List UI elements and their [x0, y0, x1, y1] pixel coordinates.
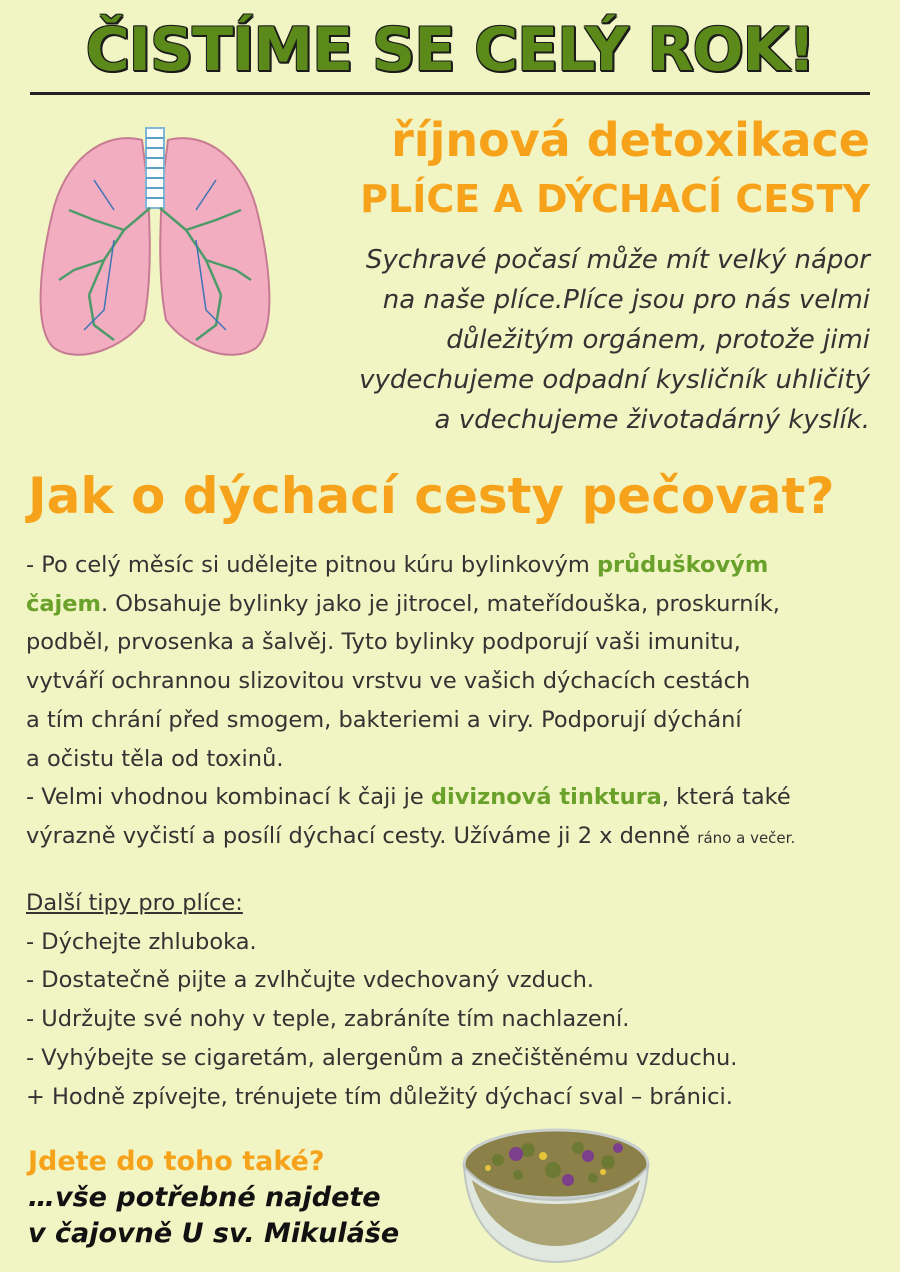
- text-line: a tím chrání před smogem, bakteriemi a viry. Podporují dýchání: [26, 706, 742, 733]
- section-heading: Jak o dýchací cesty pečovat?: [28, 467, 835, 525]
- dosage-note: ráno a večer.: [697, 828, 796, 847]
- text-line: podběl, prvosenka a šalvěj. Tyto bylinky podporují vaši imunitu,: [26, 629, 741, 656]
- highlight-tincture: diviznová tinktura: [430, 784, 662, 811]
- tip-item: - Dostatečně pijte a zvlhčujte vdechovaný vzduch.: [26, 967, 594, 994]
- month-subtitle: říjnová detoxikace: [391, 113, 870, 167]
- title-underline: [30, 92, 870, 95]
- text-line: [26, 546, 896, 585]
- intro-line: a vdechujeme životadárný kyslík.: [434, 405, 870, 435]
- intro-line: vydechujeme odpadní kysličník uhličitý: [359, 365, 870, 395]
- intro-line: Sychravé počasí může mít velký nápor: [365, 245, 870, 275]
- text-line: vytváří ochrannou slizovitou vrstvu ve vašich dýchacích cestách: [26, 668, 751, 695]
- tips-heading: Další tipy pro plíce:: [26, 890, 243, 916]
- page-title: ČISTÍME SE CELÝ ROK!: [85, 15, 815, 85]
- intro-line: důležitým orgánem, protože jimi: [446, 325, 870, 355]
- tip-item: - Vyhýbejte se cigaretám, alergenům a znečištěnému vzduchu.: [26, 1044, 738, 1071]
- text-run: výrazně vyčistí a posílí dýchací cesty. Užíváme ji 2 x denně: [26, 822, 698, 849]
- text-run: . Obsahuje bylinky jako je jitrocel, mateřídouška, proskurník,: [100, 590, 780, 617]
- text-line: [26, 817, 896, 858]
- tip-item: + Hodně zpívejte, trénujete tím důležitý dýchací sval – bránici.: [26, 1083, 733, 1110]
- cta-line: …vše potřebné najdete: [28, 1182, 381, 1213]
- text-line: [26, 778, 896, 817]
- text-line: a očistu těla od toxinů.: [26, 745, 284, 772]
- topic-subtitle: PLÍCE A DÝCHACÍ CESTY: [360, 177, 870, 221]
- highlight-tea-2: čajem: [26, 590, 101, 617]
- tip-item: - Udržujte své nohy v teple, zabráníte tím nachlazení.: [26, 1006, 630, 1033]
- lungs-illustration: [34, 120, 276, 365]
- text-run: - Po celý měsíc si udělejte pitnou kúru bylinkovým: [26, 552, 597, 578]
- tip-item: - Dýchejte zhluboka.: [26, 928, 257, 955]
- highlight-tea: průduškovým: [596, 552, 769, 578]
- herbal-tea-bowl: [458, 1120, 654, 1268]
- cta-shop-name: v čajovně U sv. Mikuláše: [28, 1218, 400, 1249]
- text-run: - Velmi vhodnou kombinací k čaji je: [26, 784, 431, 811]
- intro-line: na naše plíce.Plíce jsou pro nás velmi: [382, 285, 870, 315]
- text-run: , která také: [661, 784, 791, 811]
- text-line: [26, 585, 896, 624]
- care-paragraph: [26, 546, 896, 858]
- tips-list: [26, 884, 896, 1116]
- intro-paragraph: [300, 240, 870, 440]
- cta-question: Jdete do toho také?: [28, 1146, 325, 1177]
